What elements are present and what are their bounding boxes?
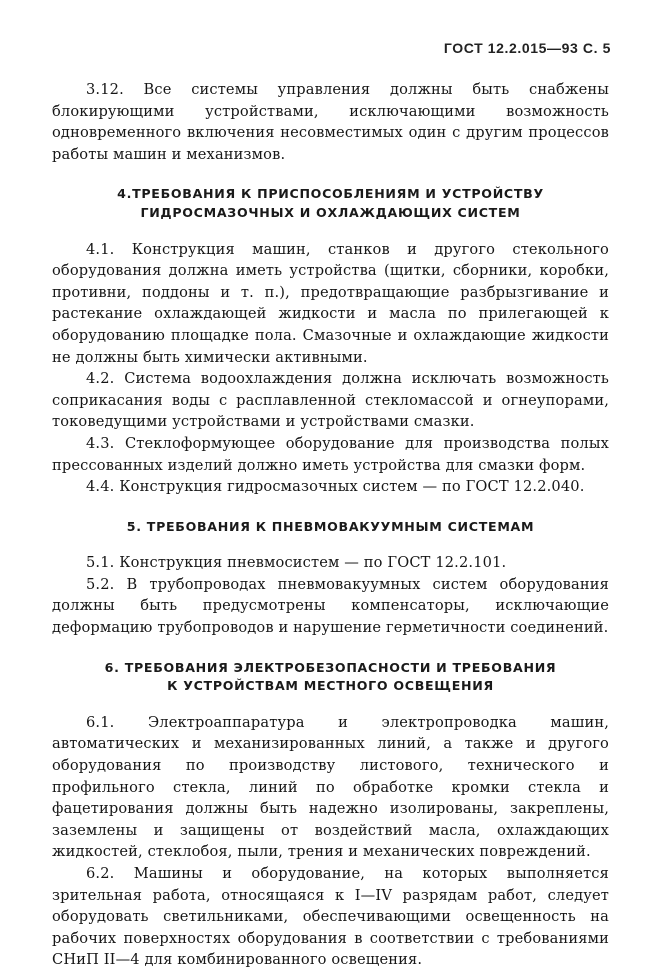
running-header: ГОСТ 12.2.015—93 С. 5 bbox=[443, 40, 611, 56]
section-5-clauses bbox=[52, 552, 609, 638]
section-6 bbox=[52, 659, 609, 971]
section-5 bbox=[52, 518, 609, 639]
clause-4-4: 4.4. Конструкция гидросмазочных систем — по ГОСТ 12.2.040. bbox=[86, 478, 585, 496]
clause-4-3: 4.3. Стеклоформующее оборудование для производства полых прессованных изделий должно иметь устройства для смазки форм. bbox=[52, 434, 609, 474]
section-4-clauses bbox=[52, 239, 609, 498]
clause-5-1: 5.1. Конструкция пневмосистем — по ГОСТ 12.2.101. bbox=[86, 554, 507, 572]
document-body bbox=[52, 79, 609, 971]
section-5-heading: 5. ТРЕБОВАНИЯ К ПНЕВМОВАКУУМНЫМ СИСТЕМАМ bbox=[126, 518, 535, 534]
clause-6-2: 6.2. Машины и оборудование, на которых выполняется зрительная работа, относящаяся к I—IV разрядам работ, следует оборудовать светильниками, обеспечивающими освещенность на рабочих поверхностях оборудования в соответствии с требованиями СНиП II—4 для комбинированного освещения. bbox=[52, 865, 609, 969]
clause-3-12: 3.12. Все системы управления должны быть снабжены блокирующими устройствами, исключающими возможность одновременного включения несовместимых один с другим процессов работы машин и механизмов. bbox=[52, 81, 609, 163]
clause-5-2: 5.2. В трубопроводах пневмовакуумных систем оборудования должны быть предусмотрены компенсаторы, исключающие деформацию трубопроводов и нарушение герметичности соединений. bbox=[52, 575, 609, 637]
section-4-heading-line-2: ГИДРОСМАЗОЧНЫХ И ОХЛАЖДАЮЩИХ СИСТЕМ bbox=[140, 204, 521, 220]
section-4-heading-line-1: 4.ТРЕБОВАНИЯ К ПРИСПОСОБЛЕНИЯМ И УСТРОЙСТВУ bbox=[117, 186, 544, 202]
clause-4-1: 4.1. Конструкция машин, станков и другого стекольного оборудования должна иметь устройства (щитки, сборники, коробки, противни, поддоны и т. п.), предотвращающие разбрызгивание и растекание охлаждающей жидкости и масла по прилегающей к оборудованию площадке пола. Смазочные и охлаждающие жидкости не должны быть химически активными. bbox=[52, 240, 609, 366]
section-4 bbox=[52, 185, 609, 497]
section-6-heading-line-2: К УСТРОЙСТВАМ МЕСТНОГО ОСВЕЩЕНИЯ bbox=[167, 678, 494, 694]
section-6-clauses bbox=[52, 712, 609, 971]
clause-4-2: 4.2. Система водоохлаждения должна исключать возможность соприкасания воды с расплавленной стекломассой и огнеупорами, токоведущими устройствами и устройствами смазки. bbox=[52, 370, 609, 431]
section-6-heading-line-1: 6. ТРЕБОВАНИЯ ЭЛЕКТРОБЕЗОПАСНОСТИ И ТРЕБОВАНИЯ bbox=[104, 659, 557, 675]
clause-6-1: 6.1. Электроаппаратура и электропроводка машин, автоматических и механизированных линий, а также и другого оборудования по производству листового, технического и профильного стекла, линий по обработке кромки стекла и фацетирования должны быть надежно изолированы, закреплены, заземлены и защищены от воздействий масла, охлаждающих жидкостей, стеклобоя, пыли, трения и механических повреждений. bbox=[52, 713, 609, 861]
